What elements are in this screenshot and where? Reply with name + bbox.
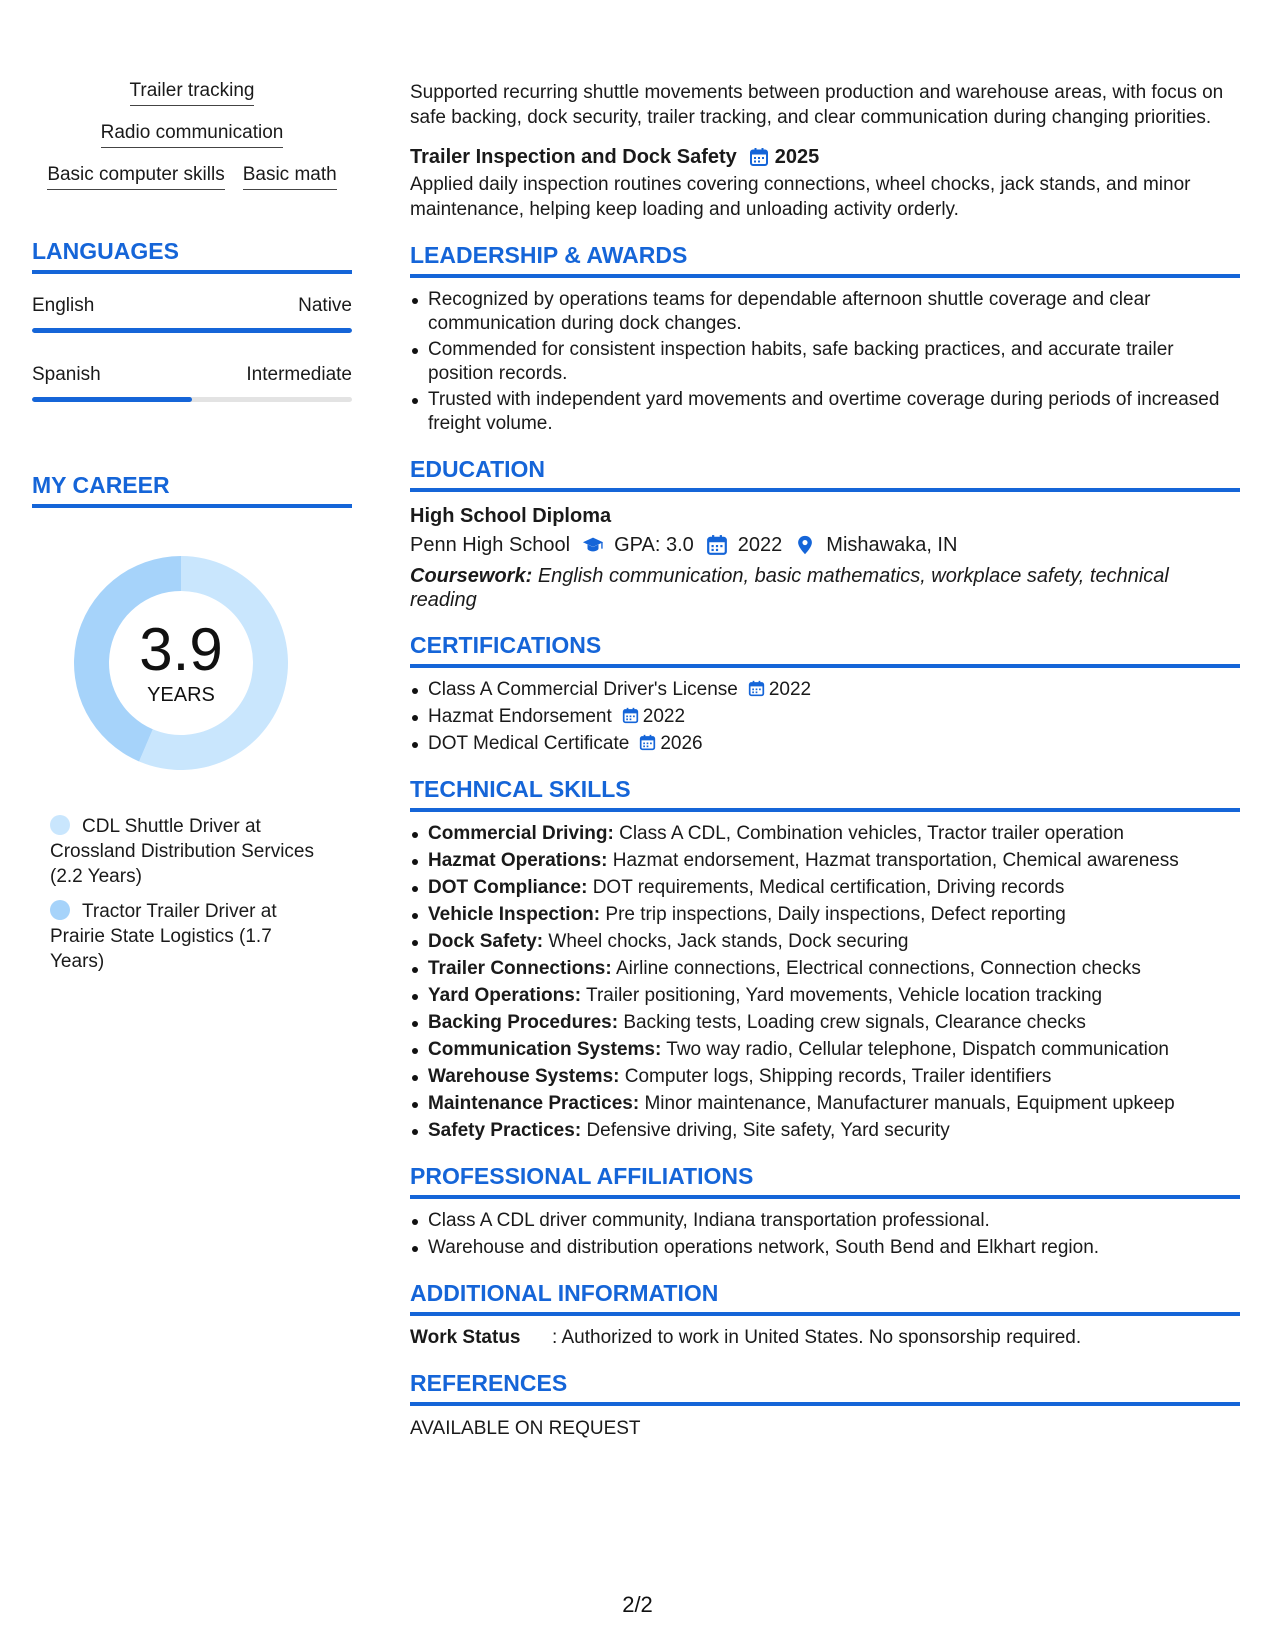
skills-row bbox=[101, 122, 284, 148]
technical-skill-item bbox=[410, 903, 1240, 927]
skill-category: Commercial Driving: bbox=[428, 823, 614, 844]
skill-values: DOT requirements, Medical certification, Driving records bbox=[592, 877, 1065, 898]
certification-name: Class A Commercial Driver's License bbox=[428, 679, 738, 700]
language-name: English bbox=[32, 295, 95, 316]
skills-row bbox=[47, 164, 336, 190]
certification-item bbox=[410, 732, 1240, 756]
skill-tag: Trailer tracking bbox=[130, 80, 255, 106]
main-column bbox=[410, 80, 1240, 1441]
references-text: AVAILABLE ON REQUEST bbox=[410, 1418, 641, 1439]
skills-list bbox=[32, 80, 352, 190]
certification-item bbox=[410, 678, 1240, 702]
certifications-heading: CERTIFICATIONS bbox=[410, 630, 1240, 668]
language-bar-fill bbox=[32, 397, 192, 402]
language-bar bbox=[32, 397, 352, 402]
education-coursework bbox=[410, 564, 1240, 612]
language-item bbox=[32, 294, 352, 333]
language-item bbox=[32, 363, 352, 402]
education-school: Penn High School bbox=[410, 534, 571, 556]
experience-description: Supported recurring shuttle movements between production and warehouse areas, with focus on safe backing, dock security, trailer tracking, and clear communication during changing priorities. bbox=[410, 82, 1224, 128]
certification-year: 2022 bbox=[642, 706, 686, 727]
list-item: Warehouse and distribution operations network, South Bend and Elkhart region. bbox=[410, 1236, 1240, 1260]
career-legend-label: CDL Shuttle Driver at Crossland Distribution Services (2.2 Years) bbox=[50, 816, 314, 887]
technical-skill-item bbox=[410, 1011, 1240, 1035]
skill-values: Hazmat endorsement, Hazmat transportation, Chemical awareness bbox=[612, 850, 1179, 871]
education-heading: EDUCATION bbox=[410, 454, 1240, 492]
skill-category: Vehicle Inspection: bbox=[428, 904, 601, 925]
legend-dot bbox=[50, 815, 70, 835]
technical-skill-item bbox=[410, 1092, 1240, 1116]
education-gpa: GPA: 3.0 bbox=[614, 534, 694, 556]
skills-row bbox=[130, 80, 255, 106]
technical-skill-item bbox=[410, 822, 1240, 846]
skill-values: Trailer positioning, Yard movements, Vehicle location tracking bbox=[586, 985, 1103, 1006]
skill-values: Wheel chocks, Jack stands, Dock securing bbox=[548, 931, 909, 952]
list-item: Commended for consistent inspection habits, safe backing practices, and accurate trailer position records. bbox=[410, 338, 1240, 386]
career-heading: MY CAREER bbox=[32, 470, 352, 508]
skill-category: Trailer Connections: bbox=[428, 958, 612, 979]
language-level: Native bbox=[298, 295, 352, 316]
skill-tag: Basic math bbox=[243, 164, 337, 190]
work-status-value: : Authorized to work in United States. No sponsorship required. bbox=[552, 1327, 1082, 1348]
skill-category: Hazmat Operations: bbox=[428, 850, 608, 871]
leadership-list bbox=[410, 288, 1240, 436]
technical-skill-item bbox=[410, 957, 1240, 981]
skill-values: Airline connections, Electrical connections, Connection checks bbox=[615, 958, 1141, 979]
career-legend-item bbox=[50, 814, 320, 889]
language-name: Spanish bbox=[32, 364, 101, 385]
calendar-icon bbox=[639, 734, 656, 751]
technical-skill-item bbox=[410, 1119, 1240, 1143]
career-total-unit: YEARS bbox=[147, 684, 215, 706]
technical-skill-item bbox=[410, 1065, 1240, 1089]
career-legend-item bbox=[50, 899, 320, 974]
education-details bbox=[410, 530, 1240, 560]
calendar-icon bbox=[706, 534, 728, 556]
career-legend bbox=[32, 814, 352, 974]
leadership-heading: LEADERSHIP & AWARDS bbox=[410, 240, 1240, 278]
skill-category: Dock Safety: bbox=[428, 931, 544, 952]
education-degree: High School Diploma bbox=[410, 505, 612, 527]
technical-skill-item bbox=[410, 930, 1240, 954]
skill-tag: Basic computer skills bbox=[47, 164, 224, 190]
career-donut-chart bbox=[66, 548, 296, 778]
certification-item bbox=[410, 705, 1240, 729]
project-title: Trailer Inspection and Dock Safety bbox=[410, 146, 737, 168]
graduation-cap-icon bbox=[582, 534, 604, 556]
languages-heading: LANGUAGES bbox=[32, 236, 352, 274]
skill-category: Maintenance Practices: bbox=[428, 1093, 640, 1114]
affiliations-list bbox=[410, 1209, 1240, 1260]
technical-skill-item bbox=[410, 849, 1240, 873]
project-year: 2025 bbox=[774, 146, 820, 168]
list-item: Class A CDL driver community, Indiana transportation professional. bbox=[410, 1209, 1240, 1233]
list-item: Trusted with independent yard movements and overtime coverage during periods of increased freight volume. bbox=[410, 388, 1240, 436]
skill-category: Safety Practices: bbox=[428, 1120, 582, 1141]
technical-skills-list bbox=[410, 822, 1240, 1143]
location-pin-icon bbox=[794, 534, 816, 556]
technical-skill-item bbox=[410, 876, 1240, 900]
skill-category: Backing Procedures: bbox=[428, 1012, 619, 1033]
project-description: Applied daily inspection routines covering connections, wheel chocks, jack stands, and minor maintenance, helping keep loading and unloading activity orderly. bbox=[410, 174, 1191, 220]
career-total-years: 3.9 bbox=[139, 616, 223, 683]
certification-name: DOT Medical Certificate bbox=[428, 733, 630, 754]
skill-category: Yard Operations: bbox=[428, 985, 582, 1006]
work-status-row bbox=[410, 1326, 1240, 1350]
certification-name: Hazmat Endorsement bbox=[428, 706, 612, 727]
coursework-text: English communication, basic mathematics, workplace safety, technical reading bbox=[410, 565, 1169, 611]
page-number: 2/2 bbox=[622, 1592, 653, 1617]
skill-values: Computer logs, Shipping records, Trailer identifiers bbox=[624, 1066, 1052, 1087]
skill-values: Defensive driving, Site safety, Yard security bbox=[586, 1120, 950, 1141]
references-heading: REFERENCES bbox=[410, 1368, 1240, 1406]
list-item: Recognized by operations teams for dependable afternoon shuttle coverage and clear communication during dock changes. bbox=[410, 288, 1240, 336]
legend-dot bbox=[50, 900, 70, 920]
affiliations-heading: PROFESSIONAL AFFILIATIONS bbox=[410, 1161, 1240, 1199]
technical-skill-item bbox=[410, 984, 1240, 1008]
coursework-label: Coursework: bbox=[410, 565, 533, 587]
technical-skill-item bbox=[410, 1038, 1240, 1062]
certification-year: 2026 bbox=[660, 733, 703, 754]
education-location: Mishawaka, IN bbox=[826, 534, 958, 556]
skill-values: Minor maintenance, Manufacturer manuals, Equipment upkeep bbox=[644, 1093, 1175, 1114]
project-title-row bbox=[410, 142, 1240, 172]
language-bar bbox=[32, 328, 352, 333]
additional-info-heading: ADDITIONAL INFORMATION bbox=[410, 1278, 1240, 1316]
skill-category: DOT Compliance: bbox=[428, 877, 588, 898]
skill-values: Two way radio, Cellular telephone, Dispatch communication bbox=[666, 1039, 1169, 1060]
language-bar-fill bbox=[32, 328, 352, 333]
certification-year: 2022 bbox=[768, 679, 812, 700]
education-year: 2022 bbox=[737, 534, 783, 556]
skill-category: Warehouse Systems: bbox=[428, 1066, 620, 1087]
calendar-icon bbox=[748, 680, 765, 697]
skill-values: Backing tests, Loading crew signals, Clearance checks bbox=[623, 1012, 1086, 1033]
skill-tag: Radio communication bbox=[101, 122, 284, 148]
language-level: Intermediate bbox=[246, 364, 352, 385]
calendar-icon bbox=[622, 707, 639, 724]
work-status-label: Work Status bbox=[410, 1327, 521, 1348]
career-legend-label: Tractor Trailer Driver at Prairie State Logistics (1.7 Years) bbox=[50, 901, 277, 972]
skill-values: Class A CDL, Combination vehicles, Tractor trailer operation bbox=[619, 823, 1124, 844]
skill-values: Pre trip inspections, Daily inspections, Defect reporting bbox=[605, 904, 1066, 925]
sidebar bbox=[32, 80, 352, 984]
calendar-icon bbox=[749, 147, 769, 167]
certifications-list bbox=[410, 678, 1240, 756]
donut-center bbox=[66, 548, 296, 778]
technical-skills-heading: TECHNICAL SKILLS bbox=[410, 774, 1240, 812]
skill-category: Communication Systems: bbox=[428, 1039, 662, 1060]
